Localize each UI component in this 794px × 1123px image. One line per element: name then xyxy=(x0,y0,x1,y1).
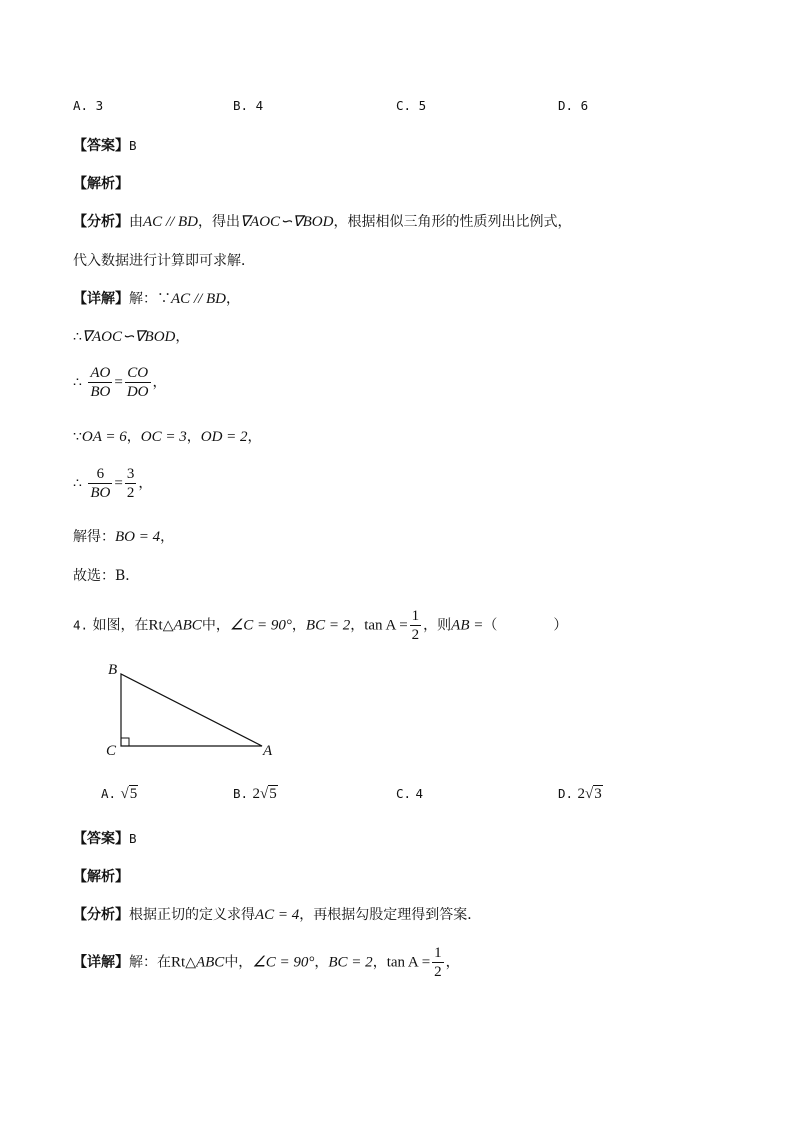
math-expression: BO = 4 xyxy=(115,529,161,545)
option-letter: D. xyxy=(558,786,574,801)
q3-substitute-line xyxy=(73,465,152,502)
math-rt: Rt xyxy=(171,954,186,971)
denominator: 2 xyxy=(411,627,420,643)
text: ， xyxy=(138,475,153,492)
fraction-1-2 xyxy=(432,944,444,981)
q4-option-d xyxy=(558,786,603,803)
q3-similar-line xyxy=(73,326,189,346)
option-value: 4 xyxy=(415,786,424,801)
q4-stem xyxy=(73,607,567,644)
math-expression: BC = 2 xyxy=(305,617,351,634)
q4-fenxi-line xyxy=(73,904,481,924)
q3-analysis-tag: 【解析】 xyxy=(73,176,129,192)
text: 解得： xyxy=(73,529,115,545)
text: ， xyxy=(152,374,167,391)
triangle-symbol: △ xyxy=(162,617,174,634)
q3-fenxi-line xyxy=(73,211,571,231)
option-letter: A. xyxy=(101,786,117,801)
option-value: 5 xyxy=(418,98,427,113)
detail-tag: 【详解】 xyxy=(73,291,129,307)
q3-given-line xyxy=(73,426,262,446)
option-coefficient: 2 xyxy=(252,786,261,802)
math-expression: AC // BD xyxy=(171,291,226,307)
option-value: 3 xyxy=(95,98,104,113)
q4-analysis-tag: 【解析】 xyxy=(73,869,129,885)
option-value: 4 xyxy=(255,98,264,113)
math-expression: AC = 4 xyxy=(255,907,300,923)
right-angle-mark xyxy=(121,738,129,746)
therefore-symbol: ∴ xyxy=(73,475,82,492)
text: 解：在 xyxy=(129,954,171,971)
sqrt-symbol: √ xyxy=(585,786,594,802)
vertex-label-b: B xyxy=(108,662,118,678)
sqrt-symbol: √ xyxy=(260,786,269,802)
option-value: 6 xyxy=(580,98,589,113)
math-expression: ABC xyxy=(173,617,202,634)
answer-blank: （ ） xyxy=(483,617,568,634)
text: ， xyxy=(314,954,329,971)
math-expression: ∠C = 90° xyxy=(229,617,292,634)
math-expression: OA = 6 xyxy=(81,429,127,445)
math-expression: ∠C = 90° xyxy=(252,954,315,971)
text: 由 xyxy=(129,214,143,230)
text: ， xyxy=(186,429,201,445)
denominator: BO xyxy=(90,485,111,501)
answer-tag: 【答案】 xyxy=(73,831,129,847)
therefore-symbol: ∴ xyxy=(73,329,82,345)
answer-value: B xyxy=(129,831,137,846)
text: ， xyxy=(226,291,240,307)
option-letter: C. xyxy=(396,98,412,113)
q3-option-d xyxy=(558,98,588,113)
triangle-symbol: △ xyxy=(185,954,196,971)
q3-option-b xyxy=(233,98,263,113)
numerator: CO xyxy=(125,364,151,383)
option-letter: A. xyxy=(73,98,89,113)
answer-value: B xyxy=(129,138,137,153)
math-tan: tan A = xyxy=(386,954,431,971)
text: ， xyxy=(445,954,460,971)
q3-option-c xyxy=(396,98,426,113)
option-letter: B. xyxy=(233,98,249,113)
question-number: 4. xyxy=(73,617,89,633)
sqrt-expression xyxy=(260,786,278,803)
sqrt-symbol: √ xyxy=(120,786,129,802)
numerator: AO xyxy=(90,365,111,381)
math-expression: OC = 3 xyxy=(140,429,187,445)
math-expression: OD = 2 xyxy=(200,429,248,445)
option-letter: C. xyxy=(396,786,412,801)
text: ，则 xyxy=(423,617,452,634)
text: ， xyxy=(175,329,190,345)
q3-option-a xyxy=(73,98,103,113)
text: ，根据相似三角形的性质列出比例式， xyxy=(333,214,572,230)
numerator: 1 xyxy=(434,945,442,961)
q3-answer-line xyxy=(73,135,137,155)
q4-option-b xyxy=(233,786,278,803)
detail-tag: 【详解】 xyxy=(73,954,129,971)
math-rt: Rt xyxy=(148,617,163,634)
triangle-shape xyxy=(121,674,262,746)
math-expression: ∇AOC∽∇BOD xyxy=(81,329,176,345)
equals: = xyxy=(114,374,123,391)
option-coefficient: 2 xyxy=(577,786,586,802)
vertex-label-c: C xyxy=(106,743,117,759)
q3-solve-line xyxy=(73,526,174,546)
text: 解：∵ xyxy=(129,291,171,307)
math-expression: ABC xyxy=(195,954,225,971)
q3-choose-line: 故选：B． xyxy=(73,568,140,584)
text: 根据正切的定义求得 xyxy=(129,907,255,923)
fenxi-tag: 【分析】 xyxy=(73,214,129,230)
denominator: DO xyxy=(126,384,149,400)
triangle-diagram xyxy=(100,660,290,760)
option-letter: B. xyxy=(233,786,249,801)
denominator: BO xyxy=(90,384,111,400)
text: ， xyxy=(160,529,175,545)
text: ， xyxy=(126,429,141,445)
text: ，再根据勾股定理得到答案． xyxy=(299,907,482,923)
denominator: 2 xyxy=(434,964,442,980)
text: ， xyxy=(350,617,365,634)
math-expression: AB = xyxy=(451,617,484,634)
radicand: 5 xyxy=(129,786,138,802)
q4-answer-line xyxy=(73,828,137,848)
text: 如图，在 xyxy=(92,617,149,634)
equals: = xyxy=(114,475,123,492)
text: 中， xyxy=(201,617,230,634)
fraction-1-2 xyxy=(410,607,422,644)
text: ， xyxy=(291,617,306,634)
option-letter: D. xyxy=(558,98,574,113)
vertex-label-a: A xyxy=(263,743,273,759)
text: 中， xyxy=(224,954,253,971)
q3-detail-line xyxy=(73,288,240,308)
numerator: 3 xyxy=(126,466,135,482)
sqrt-expression xyxy=(585,786,603,803)
fraction-6-bo xyxy=(88,465,112,502)
sqrt-expression xyxy=(121,786,139,803)
math-expression: BC = 2 xyxy=(328,954,373,971)
text: ， xyxy=(247,429,262,445)
math-expression: AC // BD xyxy=(143,214,198,230)
denominator: 2 xyxy=(126,485,135,501)
numerator: 6 xyxy=(88,465,112,484)
fenxi-tag: 【分析】 xyxy=(73,907,129,923)
q4-option-c xyxy=(396,786,423,802)
q3-fenxi-line-2: 代入数据进行计算即可求解． xyxy=(73,253,255,269)
q3-proportion-line xyxy=(73,364,167,401)
numerator: 1 xyxy=(411,608,420,624)
radicand: 3 xyxy=(594,786,602,802)
text: ，得出 xyxy=(198,214,240,230)
fraction-co-do xyxy=(125,364,151,401)
q4-detail-line xyxy=(73,944,460,981)
fraction-3-2 xyxy=(125,465,137,502)
math-tan: tan A = xyxy=(364,617,408,634)
fraction-ao-bo xyxy=(88,364,112,401)
q4-option-a xyxy=(101,786,138,803)
answer-tag: 【答案】 xyxy=(73,138,129,154)
math-expression: ∇AOC∽∇BOD xyxy=(240,214,334,230)
text: ， xyxy=(372,954,387,971)
therefore-symbol: ∴ xyxy=(73,374,82,391)
because-symbol: ∵ xyxy=(73,429,82,445)
radicand: 5 xyxy=(269,786,277,802)
